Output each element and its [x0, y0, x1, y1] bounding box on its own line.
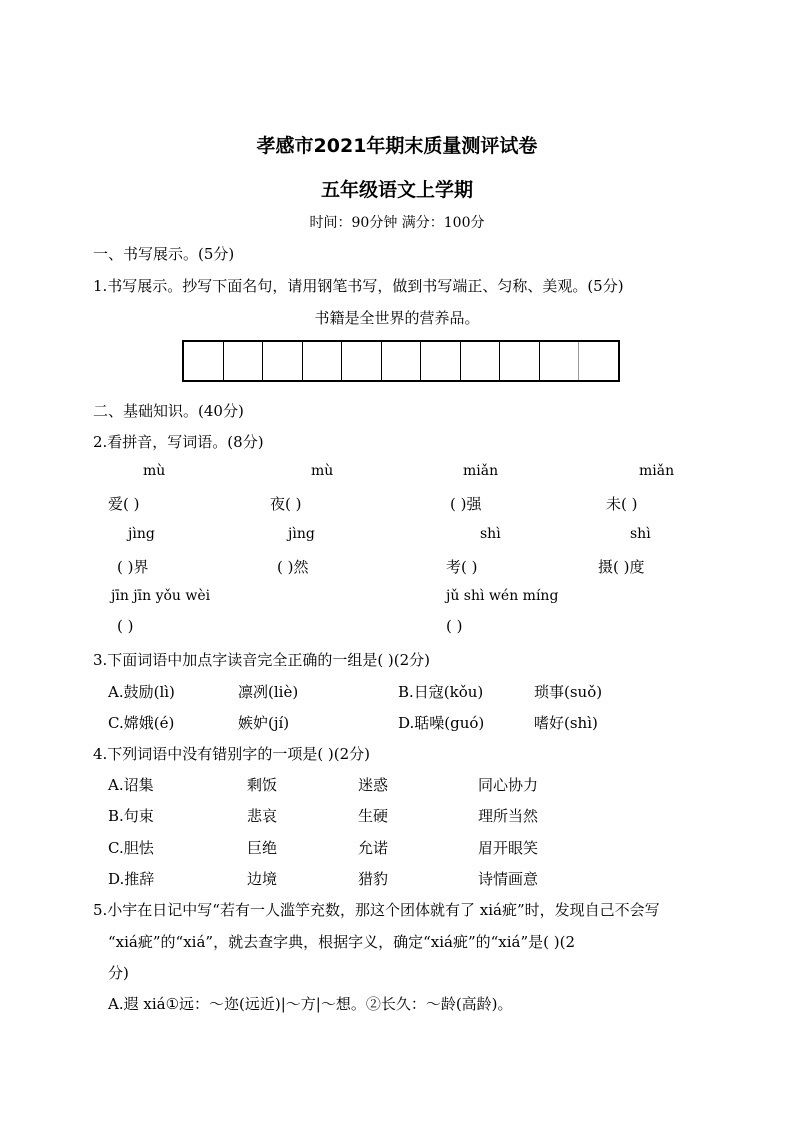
pinyin: mù	[311, 463, 334, 479]
question-5-cont: 分)	[108, 964, 129, 982]
exam-info: 时间：90分钟 满分：100分	[309, 215, 485, 231]
answer-blank[interactable]: 摄( )度	[598, 558, 645, 576]
writing-box[interactable]	[579, 342, 618, 380]
pinyin: jǔ shì wén míng	[446, 588, 559, 604]
option-a[interactable]: A.诏集	[108, 776, 154, 794]
option-b-word: 琐事(suǒ)	[534, 683, 603, 701]
answer-blank[interactable]: ( )	[117, 617, 134, 635]
pinyin: miǎn	[639, 463, 675, 479]
option-word: 诗情画意	[478, 870, 539, 888]
option-word: 迷惑	[358, 776, 389, 794]
answer-blank[interactable]: ( )界	[117, 558, 149, 576]
option-c[interactable]: C.胆怯	[108, 839, 154, 857]
answer-blank[interactable]: 考( )	[446, 558, 478, 576]
pinyin: jìng	[288, 526, 315, 542]
question-3: 3.下面词语中加点字读音完全正确的一组是( )(2分)	[93, 651, 431, 669]
pinyin: mù	[143, 463, 166, 479]
pinyin: shì	[480, 526, 501, 542]
question-4: 4.下列词语中没有错别字的一项是( )(2分)	[93, 745, 371, 763]
answer-blank[interactable]: ( )强	[450, 495, 482, 513]
question-5-cont: “xiá疵”的“xiá”，就去查字典，根据字义，确定“xiá疵”的“xiá”是( )(2	[108, 933, 576, 951]
answer-blank[interactable]: 爱( )	[108, 495, 140, 513]
writing-box[interactable]	[303, 342, 343, 380]
pinyin: jìng	[128, 526, 155, 542]
option-a[interactable]: A.鼓励(lì)	[108, 683, 175, 701]
option-word: 边境	[247, 870, 278, 888]
option-word: 猎豹	[358, 870, 389, 888]
page-subtitle: 五年级语文上学期	[320, 179, 473, 201]
pinyin: miǎn	[463, 463, 499, 479]
question-1: 1.书写展示。抄写下面名句，请用钢笔书写，做到书写端正、匀称、美观。(5分)	[93, 277, 624, 295]
answer-blank[interactable]: ( )然	[277, 558, 309, 576]
writing-box[interactable]	[500, 342, 540, 380]
answer-blank[interactable]: 未( )	[606, 495, 638, 513]
writing-grid[interactable]	[182, 340, 620, 382]
option-c-word: 嫉妒(jí)	[238, 714, 290, 732]
option-d[interactable]: D.推辞	[108, 870, 155, 888]
section-heading-1: 一、书写展示。(5分)	[93, 245, 235, 263]
answer-blank[interactable]: 夜( )	[270, 495, 302, 513]
option-word: 悲哀	[247, 807, 278, 825]
option-word: 允诺	[358, 839, 389, 857]
writing-box[interactable]	[421, 342, 461, 380]
option-b[interactable]: B.日寇(kǒu)	[398, 683, 484, 701]
section-heading-2: 二、基础知识。(40分)	[93, 402, 244, 420]
option-b[interactable]: B.句束	[108, 807, 154, 825]
option-a[interactable]: A.遐 xiá①远：～迩(远近)|～方|～想。②长久：～龄(高龄)。	[108, 995, 513, 1013]
option-word: 同心协力	[478, 776, 539, 794]
option-word: 理所当然	[478, 807, 539, 825]
option-a-word: 凛冽(liè)	[238, 683, 299, 701]
option-d[interactable]: D.聒噪(guó)	[398, 714, 485, 732]
option-word: 巨绝	[247, 839, 278, 857]
writing-box[interactable]	[263, 342, 303, 380]
writing-box[interactable]	[461, 342, 501, 380]
writing-box[interactable]	[342, 342, 382, 380]
page-title: 孝感市2021年期末质量测评试卷	[256, 135, 538, 157]
writing-box[interactable]	[382, 342, 422, 380]
option-word: 剩饭	[247, 776, 278, 794]
pinyin: shì	[630, 526, 651, 542]
option-d-word: 嗜好(shì)	[534, 714, 598, 732]
quote-text: 书籍是全世界的营养品。	[314, 309, 480, 327]
writing-box[interactable]	[184, 342, 224, 380]
question-2: 2.看拼音，写词语。(8分)	[93, 433, 264, 451]
writing-box[interactable]	[540, 342, 580, 380]
question-5: 5.小宇在日记中写“若有一人滥竽充数，那这个团体就有了 xiá疵”时，发现自己不会写	[93, 901, 660, 919]
pinyin: jīn jīn yǒu wèi	[111, 588, 211, 604]
option-word: 生硬	[358, 807, 389, 825]
option-c[interactable]: C.嫦娥(é)	[108, 714, 175, 732]
option-word: 眉开眼笑	[478, 839, 539, 857]
answer-blank[interactable]: ( )	[446, 617, 463, 635]
writing-box[interactable]	[224, 342, 264, 380]
